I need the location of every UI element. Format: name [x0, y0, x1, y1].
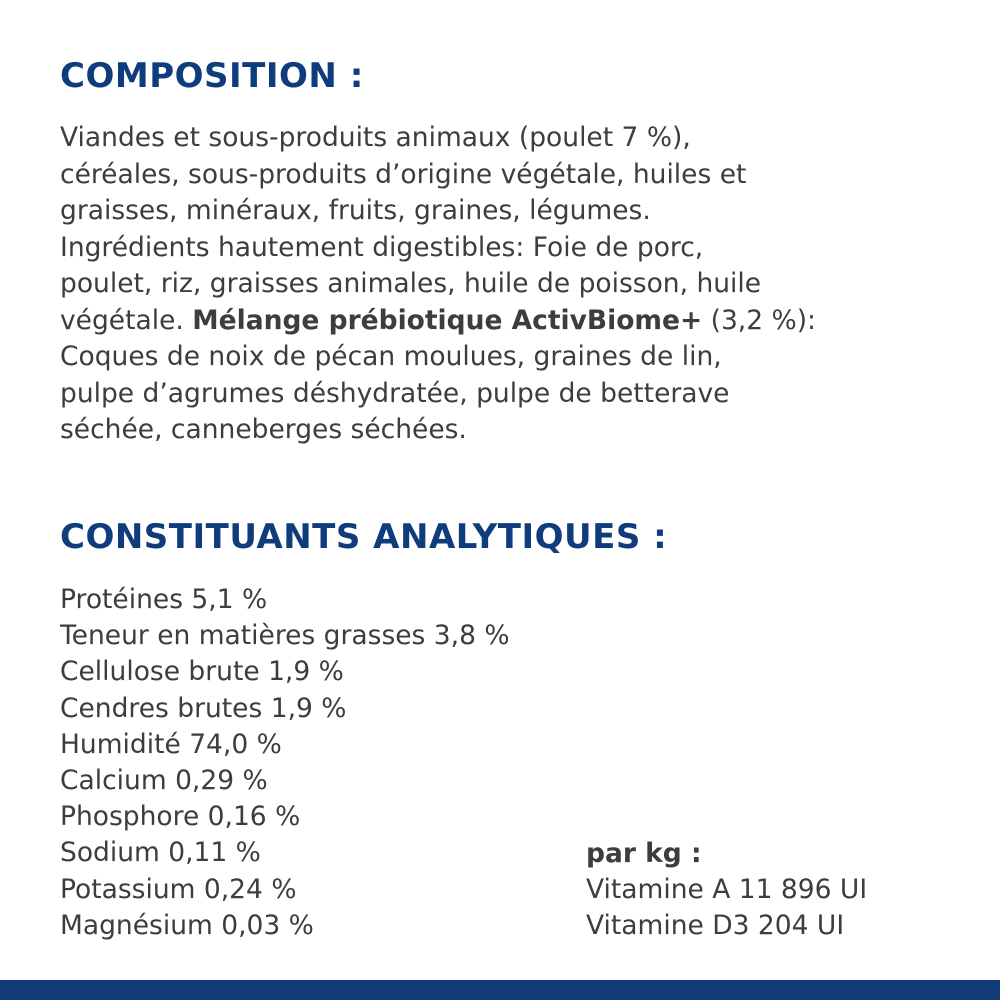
composition-line-suffix: (3,2 %):: [702, 304, 816, 336]
constituent-item: Cellulose brute 1,9 %: [60, 656, 344, 688]
constituent-item: Cendres brutes 1,9 %: [60, 692, 347, 724]
composition-line: séchée, canneberges séchées.: [60, 414, 467, 445]
constituent-item: Magnésium 0,03 %: [60, 909, 314, 941]
prebiotic-blend-name: Mélange prébiotique ActivBiome+: [192, 304, 703, 336]
composition-line: céréales, sous-produits d’origine végétale, huiles et: [60, 158, 747, 190]
constituants-heading: CONSTITUANTS ANALYTIQUES :: [60, 517, 668, 557]
constituent-item: Teneur en matières grasses 3,8 %: [60, 620, 510, 652]
composition-line: graisses, minéraux, fruits, graines, légumes.: [60, 195, 651, 226]
composition-line: pulpe d’agrumes déshydratée, pulpe de betterave: [60, 377, 730, 409]
composition-line: Viandes et sous-produits animaux (poulet 7 %),: [60, 122, 691, 153]
composition-line: poulet, riz, graisses animales, huile de poisson, huile: [60, 268, 762, 299]
constituent-item: Protéines 5,1 %: [60, 584, 268, 615]
composition-line-prefix: végétale.: [60, 304, 193, 336]
constituent-item: Phosphore 0,16 %: [60, 801, 301, 833]
constituent-item: Potassium 0,24 %: [60, 873, 297, 905]
vitamin-item: Vitamine A 11 896 UI: [586, 874, 868, 906]
constituent-item: Calcium 0,29 %: [60, 765, 268, 797]
vitamin-item: Vitamine D3 204 UI: [586, 910, 845, 942]
composition-line: [60, 303, 980, 340]
composition-text: [60, 120, 980, 449]
composition-heading: COMPOSITION :: [60, 56, 364, 96]
composition-line: Coques de noix de pécan moulues, graines de lin,: [60, 341, 722, 372]
bottom-brand-bar: [0, 980, 1000, 1000]
per-kg-vitamins: [586, 836, 867, 945]
analytical-constituents-list: [60, 582, 510, 944]
constituent-item: Sodium 0,11 %: [60, 837, 261, 869]
constituent-item: Humidité 74,0 %: [60, 728, 282, 760]
composition-line: Ingrédients hautement digestibles: Foie de porc,: [60, 231, 704, 263]
per-kg-label: par kg :: [586, 838, 702, 869]
